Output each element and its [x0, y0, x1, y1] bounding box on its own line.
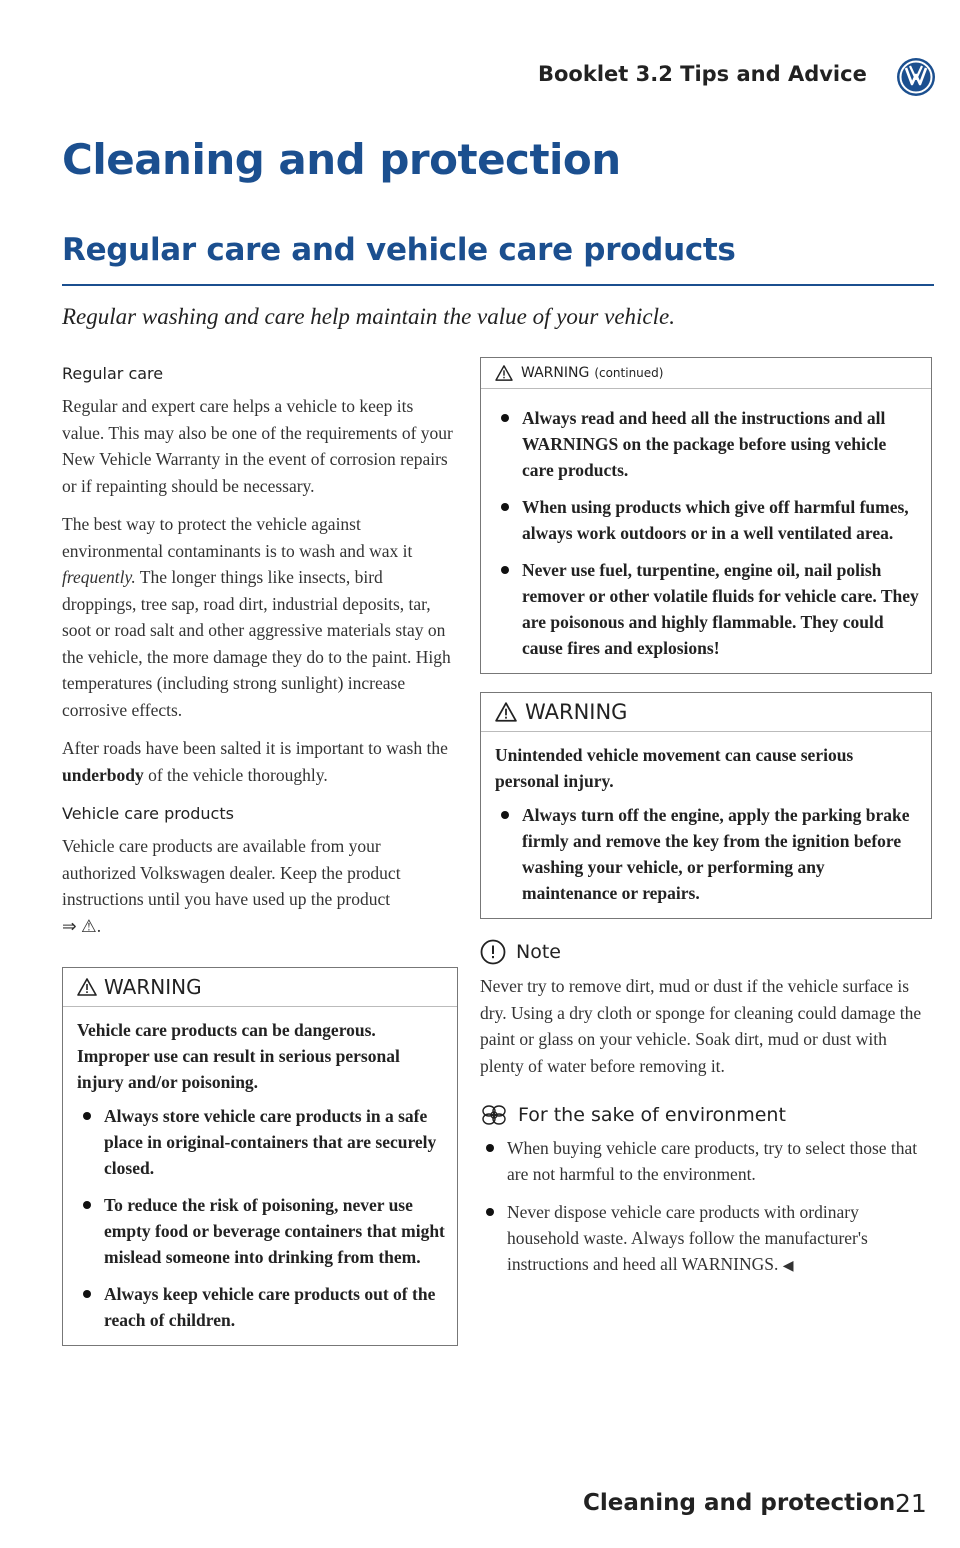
section-title: Regular care and vehicle care products: [62, 232, 736, 268]
page-number: 21: [895, 1489, 927, 1518]
warning-item: Never use fuel, turpentine, engine oil, nail polish remover or other volatile fluids for vehicle care. They are poisonous and highly flammable. They could cause fires and explosions!: [495, 557, 919, 661]
warning-title: WARNING: [104, 975, 202, 999]
environment-section: [480, 1103, 932, 1280]
warning-triangle-icon: [495, 365, 513, 381]
environment-item: Never dispose vehicle care products with ordinary household waste. Always follow the manufacturer's instructions and heed all WARNINGS. ◀: [480, 1199, 932, 1280]
note-text: Never try to remove dirt, mud or dust if the vehicle surface is dry. Using a dry cloth or sponge for cleaning could damage the paint or glass on your vehicle. Soak dirt, mud or dust with plenty of water before removing it.: [480, 976, 922, 1076]
warning-item: When using products which give off harmful fumes, always work outdoors or in a well ventilated area.: [495, 494, 919, 546]
warning-vehicle-movement-title: WARNING: [525, 700, 628, 724]
warning-continued-suffix: (continued): [594, 366, 664, 380]
warning-item: Always store vehicle care products in a safe place in original-containers that are securely closed.: [77, 1103, 445, 1181]
warning-reference: ⇒ ⚠.: [62, 915, 102, 936]
regular-care-paragraph-2: The best way to protect the vehicle against environmental contaminants is to wash and wax it frequently. The longer things like insects, bird droppings, tree sap, road dirt, industrial deposits, tar, soot or road salt and other aggressive materials stay on the vehicle, the more damage they do to the paint. High temperatures (including strong sunlight) increase corrosive effects.: [62, 514, 451, 720]
warning-triangle-icon: [77, 978, 97, 996]
note-header: [480, 939, 932, 965]
end-of-section-icon: ◀: [782, 1259, 794, 1274]
warning-vehicle-movement-header: [481, 693, 931, 732]
regular-care-paragraph-1: Regular and expert care helps a vehicle to keep its value. This may also be one of the requirements of your New Vehicle Warranty in the event of corrosion repairs or if repainting should be necessary.: [62, 396, 453, 496]
warning-header: [63, 968, 457, 1007]
warning-item: To reduce the risk of poisoning, never use empty food or beverage containers that might mislead someone into drinking from them.: [77, 1192, 445, 1270]
title-rule: [62, 284, 934, 286]
warning-continued-box: [480, 357, 932, 674]
left-column: [62, 364, 458, 1346]
note-section: [480, 939, 932, 1079]
regular-care-paragraph-3: After roads have been salted it is important to wash the underbody of the vehicle thoroughly.: [62, 738, 448, 785]
warning-item: Always keep vehicle care products out of the reach of children.: [77, 1281, 445, 1333]
vw-logo-icon: [896, 57, 936, 97]
warning-continued-title: WARNING: [521, 365, 590, 381]
note-title: Note: [516, 941, 561, 963]
warning-vehicle-movement-lead: Unintended vehicle movement can cause serious personal injury.: [495, 745, 854, 791]
page-title: Cleaning and protection: [62, 135, 621, 184]
intro-text: Regular washing and care help maintain the value of your vehicle.: [62, 304, 675, 329]
footer-title: Cleaning and protection: [583, 1490, 896, 1516]
warning-item: Always turn off the engine, apply the parking brake firmly and remove the key from the ignition before washing your vehicle, or performing any maintenance or repairs.: [495, 802, 919, 906]
vehicle-care-heading: Vehicle care products: [62, 804, 234, 823]
warning-lead: Vehicle care products can be dangerous. Improper use can result in serious personal injury and/or poisoning.: [77, 1020, 400, 1092]
right-column: [480, 357, 932, 1292]
warning-vehicle-movement-box: [480, 692, 932, 919]
vehicle-care-paragraph: Vehicle care products are available from your authorized Volkswagen dealer. Keep the product instructions until you have used up the product ⇒ ⚠.: [62, 836, 401, 936]
warning-triangle-icon: [495, 702, 517, 722]
regular-care-heading: Regular care: [62, 364, 164, 383]
note-icon: [480, 939, 506, 965]
warning-item: Always read and heed all the instructions and all WARNINGS on the package before using vehicle care products.: [495, 405, 919, 483]
warning-box: [62, 967, 458, 1346]
environment-item: When buying vehicle care products, try to select those that are not harmful to the environment.: [480, 1135, 932, 1187]
environment-icon: [480, 1103, 508, 1127]
booklet-header: Booklet 3.2 Tips and Advice: [538, 62, 867, 86]
environment-title: For the sake of environment: [518, 1104, 786, 1126]
environment-header: [480, 1103, 932, 1127]
warning-continued-header: [481, 358, 931, 389]
